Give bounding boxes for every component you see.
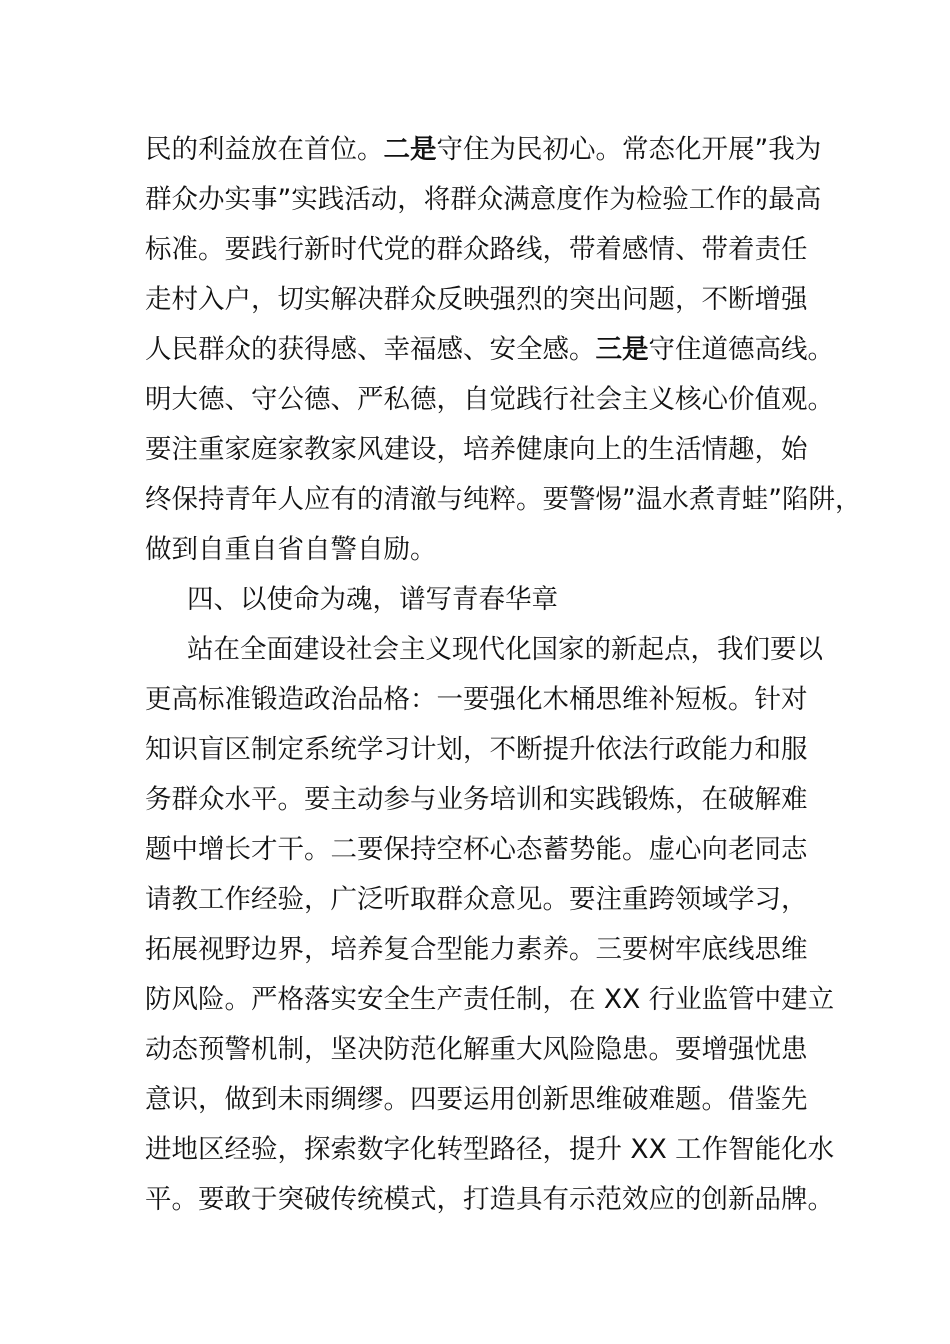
line-text: 拓展视野边界，培养复合型能力素养。三要树牢底线思维 [145, 934, 808, 965]
body-line [145, 882, 808, 918]
line-text: 民的利益放在首位。 [145, 134, 384, 165]
body-line [145, 782, 808, 818]
body-line [145, 332, 834, 368]
line-text: 务群众水平。要主动参与业务培训和实践锻炼，在破解难 [145, 784, 808, 815]
line-text: 意识，做到未雨绸缪。四要运用创新思维破难题。借鉴先 [145, 1084, 808, 1115]
line-text: 更高标准锻造政治品格：一要强化木桶思维补短板。针对 [145, 684, 808, 715]
line-text: 守住为民初心。常态化开展”我为 [436, 134, 822, 165]
body-line [145, 1182, 834, 1218]
body-line [145, 1132, 834, 1168]
bold-marker: 三是 [595, 334, 649, 365]
body-line [145, 132, 821, 168]
body-line [145, 1082, 808, 1118]
line-text: 进地区经验，探索数字化转型路径，提升 XX 工作智能化水 [145, 1134, 835, 1165]
body-line [145, 932, 808, 968]
line-text: 平。要敢于突破传统模式，打造具有示范效应的创新品牌。 [145, 1184, 834, 1215]
body-line [145, 282, 808, 318]
body-line [145, 182, 821, 218]
line-text: 走村入户，切实解决群众反映强烈的突出问题，不断增强 [145, 284, 808, 315]
line-text: 站在全面建设社会主义现代化国家的新起点，我们要以 [187, 634, 823, 665]
line-text: 终保持青年人应有的清澈与纯粹。要警惕”温水煮青蛙”陷阱， [145, 484, 862, 515]
line-text: 防风险。严格落实安全生产责任制，在 XX 行业监管中建立 [145, 984, 835, 1015]
body-line [145, 432, 808, 468]
line-text: 明大德、守公德、严私德，自觉践行社会主义核心价值观。 [145, 384, 834, 415]
line-text: 群众办实事”实践活动，将群众满意度作为检验工作的最高 [145, 184, 822, 215]
line-text: 请教工作经验，广泛听取群众意见。要注重跨领域学习， [145, 884, 808, 915]
heading-text: 四、以使命为魂，谱写青春华章 [187, 584, 558, 615]
body-line [145, 482, 861, 518]
body-line [187, 632, 823, 668]
body-line [145, 532, 437, 568]
body-line [145, 682, 808, 718]
body-line [145, 832, 808, 868]
body-line [145, 982, 834, 1018]
line-text: 守住道德高线。 [648, 334, 834, 365]
line-text: 做到自重自省自警自励。 [145, 534, 437, 565]
body-line [145, 382, 834, 418]
line-text: 动态预警机制，坚决防范化解重大风险隐患。要增强忧患 [145, 1034, 808, 1065]
line-text: 标准。要践行新时代党的群众路线，带着感情、带着责任 [145, 234, 808, 265]
body-line [145, 232, 808, 268]
line-text: 知识盲区制定系统学习计划，不断提升依法行政能力和服 [145, 734, 808, 765]
line-text: 人民群众的获得感、幸福感、安全感。 [145, 334, 596, 365]
line-text: 题中增长才干。二要保持空杯心态蓄势能。虚心向老同志 [145, 834, 808, 865]
body-line [145, 1032, 808, 1068]
body-line [145, 732, 808, 768]
section-heading [187, 582, 558, 618]
bold-marker: 二是 [383, 134, 437, 165]
line-text: 要注重家庭家教家风建设，培养健康向上的生活情趣，始 [145, 434, 808, 465]
